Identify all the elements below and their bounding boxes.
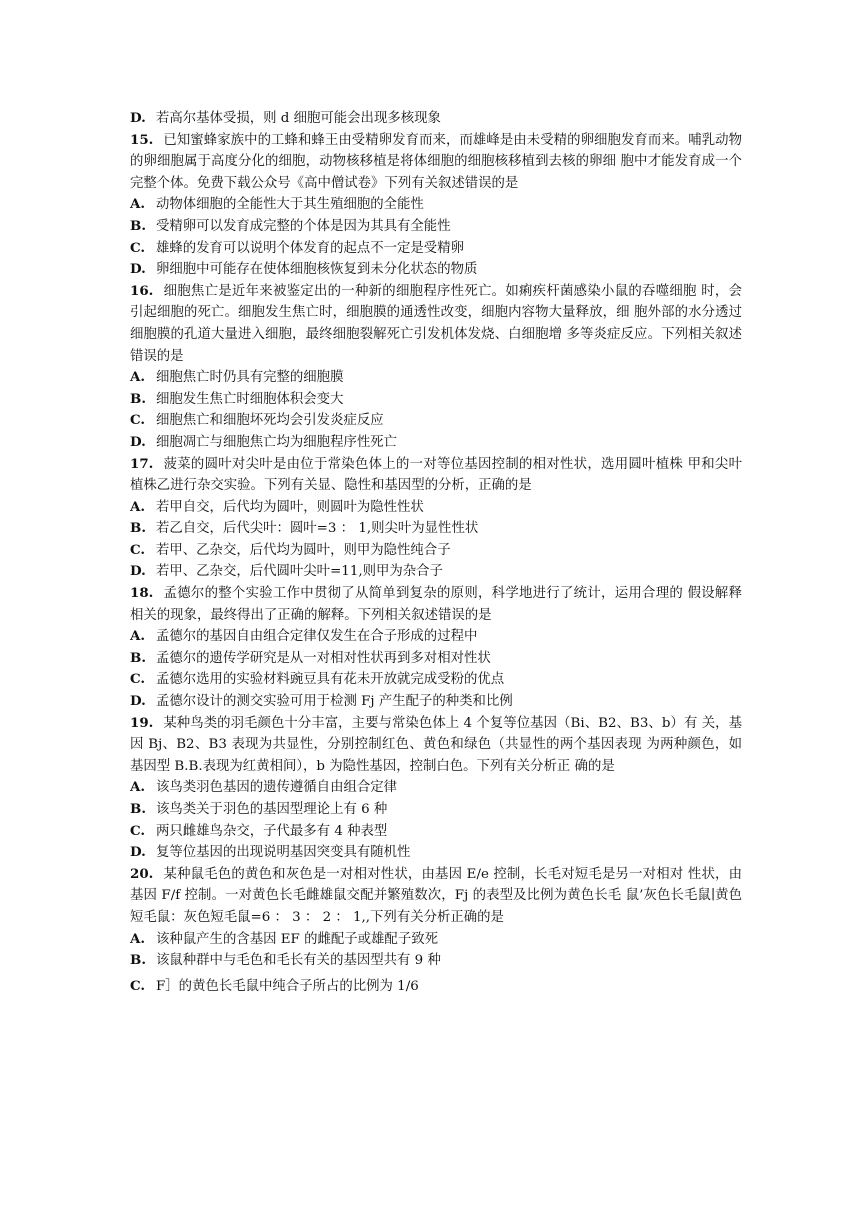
question-number: 15. — [130, 131, 154, 148]
option-text: 受精卵可以发育成完整的个体是因为其具有全能性 — [156, 218, 451, 234]
option-text: 该种鼠产生的含基因 EF 的雌配子或雄配子致死 — [156, 931, 438, 947]
option-label: A. — [130, 196, 146, 213]
option-label: A. — [130, 779, 146, 796]
option-d — [130, 842, 742, 864]
question-number: 20. — [130, 865, 154, 882]
option-text: 细胞凋亡与细胞焦亡均为细胞程序性死亡 — [156, 434, 398, 450]
option-b — [130, 518, 742, 540]
question-19-stem — [130, 713, 742, 778]
option-c — [130, 821, 742, 843]
option-c — [130, 669, 742, 691]
option-text: 孟德尔的遗传学研究是从一对相对性状再到多对相对性状 — [156, 650, 491, 666]
question-text: 已知蜜蜂家族中的工蜂和蜂王由受精卵发育而来，而雄峰是由未受精的卵细胞发育而来。哺乳动物的卵细胞属于高度分化的细胞，动物核移植是将体细胞的细胞核移植到去核的卵细 胞中才能发育成一个完整个体。免费下载公众号《高中僧试卷》下列有关叙述错误的是 — [130, 132, 742, 191]
option-label: C. — [130, 412, 146, 429]
option-label: C. — [130, 822, 146, 839]
option-text: 孟德尔设计的测交实验可用于检测 Fj 产生配子的种类和比例 — [156, 694, 513, 710]
question-number: 19. — [130, 714, 154, 731]
option-text: 若乙自交，后代尖叶：圆叶=3 ： 1,则尖叶为显性性状 — [156, 521, 479, 537]
option-text: 若甲、乙杂交，后代圆叶尖叶=11,则甲为杂合子 — [156, 564, 443, 580]
option-c — [130, 238, 742, 260]
option-label: C. — [130, 239, 146, 256]
option-a — [130, 367, 742, 389]
document-page — [130, 108, 742, 997]
question-number: 18. — [130, 585, 154, 602]
option-text: 若甲、乙杂交，后代均为圆叶，则甲为隐性纯合子 — [156, 542, 451, 558]
option-text: 卵细胞中可能存在使体细胞核恢复到未分化状态的物质 — [156, 262, 478, 278]
option-label: D. — [130, 563, 146, 580]
option-label: D. — [130, 110, 146, 126]
question-text: 某种鸟类的羽毛颜色十分丰富，主要与常染色体上 4 个复等位基因（Bi、B2、B3、b）有 关，基因 Bj、B2、B3 表现为共显性，分别控制红色、黄色和绿色（共显性的两个基因表现 为两种颜色，如基因型 B.B.表现为红黄相间），b 为隐性基因，控制白色。下列有关分析正 确的是 — [130, 715, 742, 774]
question-number: 16. — [130, 282, 154, 299]
option-text: 孟德尔的基因自由组合定律仅发生在合子形成的过程中 — [156, 629, 478, 645]
option-a — [130, 777, 742, 799]
question-text: 细胞焦亡是近年来被鉴定出的一种新的细胞程序性死亡。如痢疾杆菌感染小鼠的吞噬细胞 时，会引起细胞的死亡。细胞发生焦亡时，细胞膜的通透性改变，细胞内容物大量释放，细 胞外部的水分透过细胞膜的孔道大量进入细胞，最终细胞裂解死亡引发机体发烧、白细胞增 多等炎症反应。下列相关叙述错误的是 — [130, 283, 742, 364]
option-label: C. — [130, 541, 146, 558]
question-18-stem — [130, 583, 742, 626]
question-17-stem — [130, 454, 742, 497]
option-text: 复等位基因的出现说明基因突变具有随机性 — [156, 845, 411, 861]
option-d — [130, 691, 742, 713]
option-text: 细胞焦亡时仍具有完整的细胞膜 — [156, 370, 344, 386]
option-text: 动物体细胞的全能性大于其生殖细胞的全能性 — [156, 197, 424, 213]
option-c — [130, 410, 742, 432]
option-label: B. — [130, 217, 146, 234]
option-a — [130, 194, 742, 216]
question-text: 菠菜的圆叶对尖叶是由位于常染色体上的一对等位基因控制的相对性状，选用圆叶植株 甲和尖叶植株乙进行杂交实验。下列有关显、隐性和基因型的分析，正确的是 — [130, 456, 742, 494]
option-label: D. — [130, 844, 146, 861]
option-b — [130, 799, 742, 821]
option-c — [130, 976, 742, 998]
option-b — [130, 950, 742, 972]
option-label: C. — [130, 977, 146, 994]
option-label: A. — [130, 628, 146, 645]
option-label: D. — [130, 261, 146, 278]
option-label: B. — [130, 390, 146, 407]
question-text: 孟德尔的整个实验工作中贯彻了从简单到复杂的原则，科学地进行了统计，运用合理的 假设解释相关的现象，最终得出了正确的解释。下列相关叙述错误的是 — [130, 586, 742, 623]
option-b — [130, 389, 742, 411]
option-text: 若高尔基体受损，则 d 细胞可能会出现多核现象 — [156, 111, 441, 126]
option-label: B. — [130, 520, 146, 537]
option-label: A. — [130, 369, 146, 386]
option-text: 若甲自交，后代均为圆叶，则圆叶为隐性性状 — [156, 499, 424, 515]
option-d — [130, 108, 742, 130]
option-text: 雄蜂的发育可以说明个体发育的起点不一定是受精卵 — [156, 240, 464, 256]
question-15-stem — [130, 130, 742, 195]
option-a — [130, 497, 742, 519]
option-d — [130, 259, 742, 281]
option-text: 该鸟类羽色基因的遗传遵循自由组合定律 — [156, 780, 398, 796]
option-a — [130, 626, 742, 648]
option-text: 孟德尔选用的实验材料豌豆具有花未开放就完成受粉的优点 — [156, 672, 505, 688]
option-label: B. — [130, 649, 146, 666]
question-16-stem — [130, 281, 742, 367]
option-label: D. — [130, 433, 146, 450]
option-text: 该鼠种群中与毛色和毛长有关的基因型共有 9 种 — [156, 953, 441, 969]
option-text: 两只雌雄鸟杂交，子代最多有 4 种表型 — [156, 823, 388, 839]
question-number: 17. — [130, 455, 154, 472]
option-b — [130, 216, 742, 238]
option-label: B. — [130, 801, 146, 817]
option-text: 细胞焦亡和细胞坏死均会引发炎症反应 — [156, 413, 384, 429]
option-b — [130, 648, 742, 670]
option-text: 该鸟类关于羽色的基因型理论上有 6 种 — [156, 802, 388, 817]
option-label: B. — [130, 952, 146, 969]
option-d — [130, 561, 742, 583]
option-a — [130, 929, 742, 951]
option-label: C. — [130, 671, 146, 688]
option-label: A. — [130, 930, 146, 947]
option-text: F］的黄色长毛鼠中纯合子所占的比例为 1/6 — [156, 978, 419, 994]
option-text: 细胞发生焦亡时细胞体积会变大 — [156, 391, 344, 407]
option-c — [130, 540, 742, 562]
question-text: 某种鼠毛色的黄色和灰色是一对相对性状，由基因 E/e 控制，长毛对短毛是另一对相对 性状，由基因 F/f 控制。一对黄色长毛雌雄鼠交配并繁殖数次，Fj 的表型及比例为黄色长毛 鼠’灰色长毛鼠∣黄色短毛鼠：灰色短毛鼠=6 ： 3 ： 2 ： 1,,下列有关分析正确的是 — [130, 866, 742, 925]
option-d — [130, 432, 742, 454]
question-20-stem — [130, 864, 742, 929]
option-label: A. — [130, 498, 146, 515]
option-label: D. — [130, 693, 146, 710]
